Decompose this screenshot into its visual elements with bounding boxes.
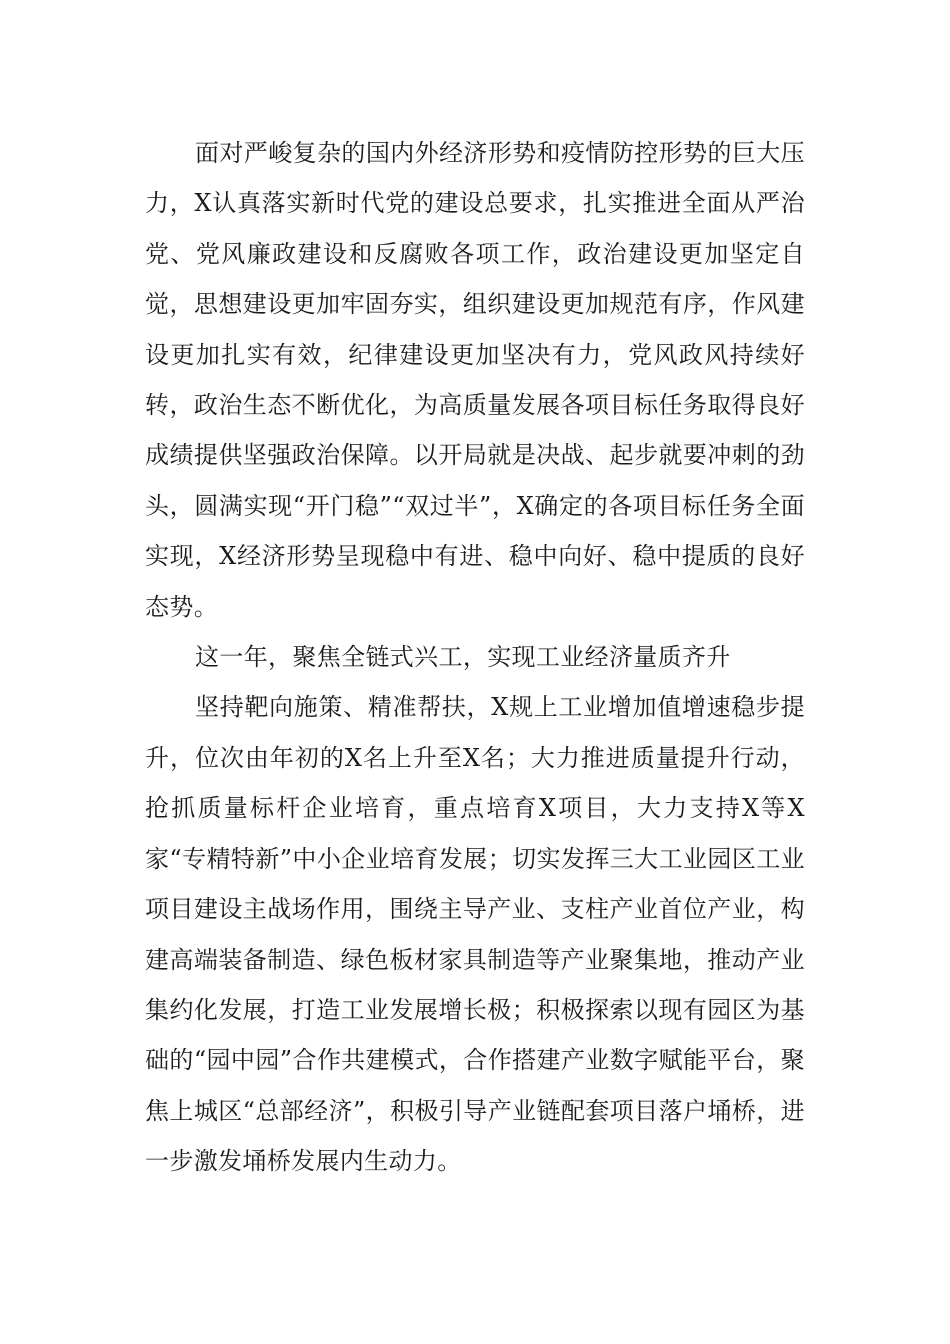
section-heading: 这一年，聚焦全链式兴工，实现工业经济量质齐升 (195, 643, 731, 672)
paragraph-intro: 面对严峻复杂的国内外经济形势和疫情防控形势的巨大压力，X认真落实新时代党的建设总要求，扎实推进全面从严治党、党风廉政建设和反腐败各项工作，政治建设更加坚定自觉，思想建设更加牢固夯实，组织建设更加规范有序，作风建设更加扎实有效，纪律建设更加坚决有力，党风政风持续好转，政治生态不断优化，为高质量发展各项目标任务取得良好成绩提供坚强政治保障。以开局就是决战、起步就要冲刺的劲头，圆满实现“开门稳”“双过半”，X确定的各项目标任务全面实现，X经济形势呈现稳中有进、稳中向好、稳中提质的良好态势。 (145, 139, 805, 621)
document-body (145, 128, 805, 1187)
paragraph-industry: 坚持靶向施策、精准帮扶，X规上工业增加值增速稳步提升，位次由年初的X名上升至X名；大力推进质量提升行动，抢抓质量标杆企业培育，重点培育X项目，大力支持X等X家“专精特新”中小企业培育发展；切实发挥三大工业园区工业项目建设主战场作用，围绕主导产业、支柱产业首位产业，构建高端装备制造、绿色板材家具制造等产业聚集地，推动产业集约化发展，打造工业发展增长极；积极探索以现有园区为基础的“园中园”合作共建模式，合作搭建产业数字赋能平台，聚焦上城区“总部经济”，积极引导产业链配套项目落户埇桥，进一步激发埇桥发展内生动力。 (145, 693, 805, 1176)
